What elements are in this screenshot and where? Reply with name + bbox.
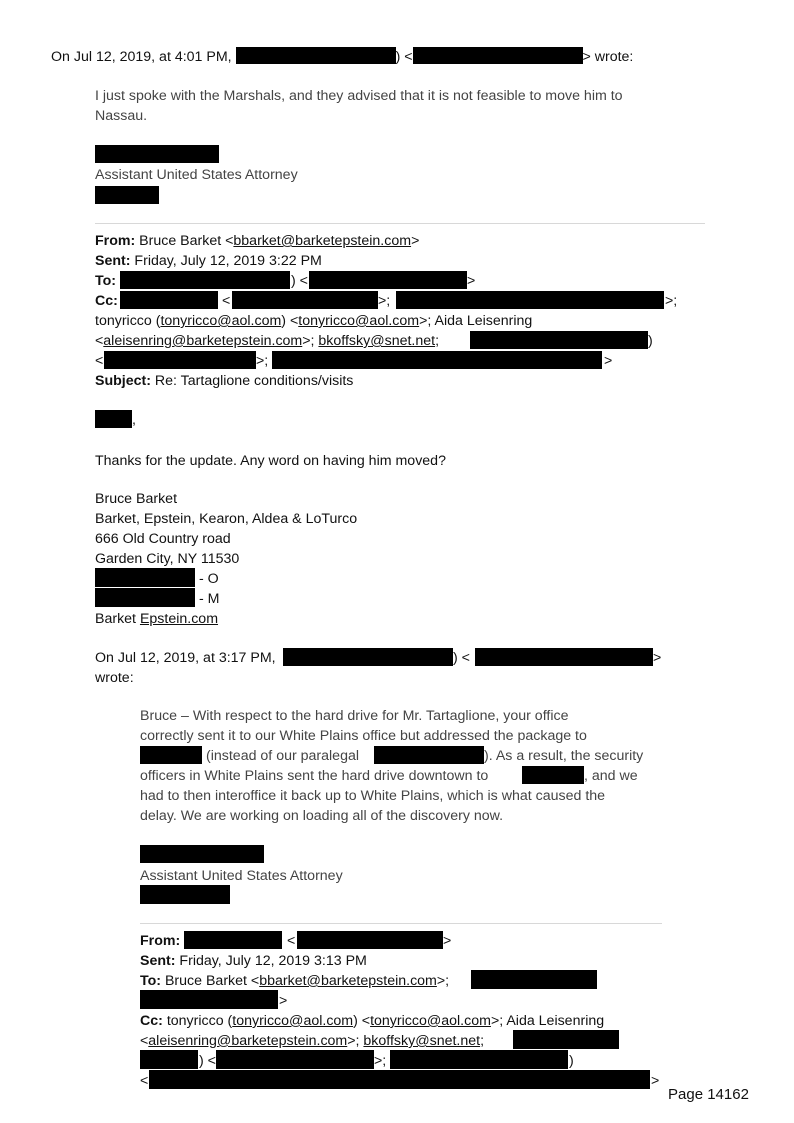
redaction-box <box>283 648 453 666</box>
email-link[interactable]: aleisenring@barketepstein.com <box>103 333 303 349</box>
quote-body: had to then interoffice it back up to White Plains, which is what caused the <box>140 788 606 804</box>
signature-address: Garden City, NY 11530 <box>95 551 240 567</box>
email-cc-line: <aleisenring@barketepstein.com>; bkoffsky@snet.net; <box>140 1033 485 1049</box>
redaction-box <box>140 1050 198 1069</box>
email-cc: Cc: <box>95 293 118 309</box>
email-from: From: Bruce Barket <bbarket@barketepstein.com> <box>95 233 420 249</box>
email-cc-line: tonyricco (tonyricco@aol.com) <tonyricco@aol.com>; Aida Leisenring <box>95 313 533 329</box>
redaction-box <box>95 568 195 587</box>
redaction-box <box>140 845 264 863</box>
quote-header-wrote: wrote: <box>95 670 134 686</box>
redaction-box <box>232 291 378 309</box>
redaction-box <box>140 885 230 904</box>
email-link[interactable]: tonyricco@aol.com <box>232 1013 354 1029</box>
email-link[interactable]: tonyricco@aol.com <box>370 1013 491 1029</box>
punct: < <box>95 353 104 369</box>
email-link[interactable]: aleisenring@barketepstein.com <box>148 1033 348 1049</box>
email-header-line: On Jul 12, 2019, at 4:01 PM, ) < > wrote: <box>51 49 634 65</box>
punct: ) <box>648 333 653 349</box>
punct: < <box>222 293 231 309</box>
redaction-box <box>140 746 202 764</box>
punct: >; <box>665 293 678 309</box>
redaction-box <box>522 766 584 784</box>
redaction-box <box>184 931 282 949</box>
redaction-box <box>236 47 396 64</box>
email-link[interactable]: bkoffsky@snet.net <box>318 333 436 349</box>
email-link[interactable]: tonyricco@aol.com <box>298 313 420 329</box>
redaction-box <box>413 47 583 64</box>
redaction-box <box>471 970 597 989</box>
punct: < <box>140 1073 149 1089</box>
redaction-box <box>104 351 256 369</box>
email-subject: Subject: Re: Tartaglione conditions/visits <box>95 373 354 389</box>
redaction-box <box>374 746 484 764</box>
page-number: Page 14162 <box>668 1086 749 1103</box>
punct: < <box>287 933 296 949</box>
punct: ) <box>569 1053 574 1069</box>
redaction-box <box>95 588 195 607</box>
signature-title: Assistant United States Attorney <box>140 868 343 884</box>
redaction-box <box>297 931 443 949</box>
redaction-box <box>95 410 132 428</box>
punct: >; <box>378 293 391 309</box>
punct: >; <box>256 353 269 369</box>
quote-header: On Jul 12, 2019, at 3:17 PM, <box>95 650 276 666</box>
redaction-box <box>470 331 648 349</box>
punct: ) < <box>291 273 308 289</box>
signature-website: Barket Epstein.com <box>95 611 219 627</box>
email-link[interactable]: tonyricco@aol.com <box>160 313 282 329</box>
punct: > <box>653 650 662 666</box>
redaction-box <box>390 1050 568 1069</box>
quote-body: correctly sent it to our White Plains office but addressed the package to <box>140 728 587 744</box>
quote-body: ). As a result, the security <box>484 748 644 764</box>
punct: > <box>279 993 288 1009</box>
punct: >; <box>374 1053 387 1069</box>
email-link[interactable]: bbarket@barketepstein.com <box>233 233 412 249</box>
divider <box>140 923 662 924</box>
redaction-box <box>513 1030 619 1049</box>
email-to: To: <box>95 273 117 289</box>
redaction-box <box>309 271 467 289</box>
punct: > <box>467 273 476 289</box>
redaction-box <box>272 351 602 369</box>
redaction-box <box>216 1050 374 1069</box>
signature-firm: Barket, Epstein, Kearon, Aldea & LoTurco <box>95 511 358 527</box>
divider <box>95 223 705 224</box>
redaction-box <box>396 291 664 309</box>
quote-body: officers in White Plains sent the hard drive downtown to <box>140 768 489 784</box>
email-sent: Sent: Friday, July 12, 2019 3:13 PM <box>140 953 367 969</box>
website-link[interactable]: Epstein.com <box>139 611 219 627</box>
redaction-box <box>120 271 290 289</box>
redaction-box <box>120 291 218 309</box>
message-body: Thanks for the update. Any word on having him moved? <box>95 453 446 469</box>
email-cc-line: <aleisenring@barketepstein.com>; bkoffsky@snet.net; <box>95 333 440 349</box>
punct: > <box>443 933 452 949</box>
redaction-box <box>149 1070 650 1089</box>
punct: ) < <box>453 650 470 666</box>
signature-address: 666 Old Country road <box>95 531 231 547</box>
quote-body: Bruce – With respect to the hard drive for Mr. Tartaglione, your office <box>140 708 569 724</box>
punct: > <box>604 353 613 369</box>
signature-office-phone: - O <box>199 571 219 587</box>
punct: > <box>651 1073 660 1089</box>
email-link[interactable]: bkoffsky@snet.net <box>363 1033 481 1049</box>
redaction-box <box>475 648 653 666</box>
message-body: Nassau. <box>95 108 148 124</box>
email-cc: Cc: tonyricco (tonyricco@aol.com) <tonyricco@aol.com>; Aida Leisenring <box>140 1013 605 1029</box>
email-link[interactable]: bbarket@barketepstein.com <box>259 973 437 989</box>
email-from: From: <box>140 933 181 949</box>
quote-body: , and we <box>584 768 638 784</box>
message-body: I just spoke with the Marshals, and they advised that it is not feasible to move him to <box>95 88 623 104</box>
redaction-box <box>95 145 219 163</box>
redaction-box <box>95 186 159 204</box>
greeting-comma: , <box>132 412 136 428</box>
redaction-box <box>140 990 278 1009</box>
quote-body: delay. We are working on loading all of the discovery now. <box>140 808 504 824</box>
email-sent: Sent: Friday, July 12, 2019 3:22 PM <box>95 253 322 269</box>
punct: ) < <box>199 1053 216 1069</box>
signature-title: Assistant United States Attorney <box>95 167 298 183</box>
signature-name: Bruce Barket <box>95 491 178 507</box>
signature-mobile-phone: - M <box>199 591 220 607</box>
email-to: To: Bruce Barket <bbarket@barketepstein.com>; <box>140 973 450 989</box>
quote-body: (instead of our paralegal <box>206 748 360 764</box>
